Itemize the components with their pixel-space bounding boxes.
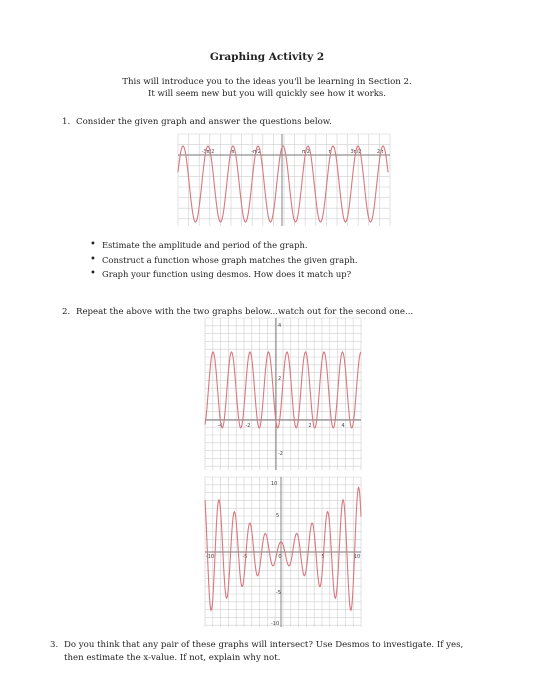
- graph-3-x-tick: 10: [353, 554, 361, 560]
- graph-3-y-tick: -10: [271, 621, 280, 627]
- question-1-number: 1.: [62, 117, 71, 127]
- question-2-text: Repeat the above with the two graphs below...watch out for the second one...: [76, 307, 414, 317]
- question-3-text-1: Do you think that any pair of these graphs will intersect? Use Desmos to investigate. If yes,: [64, 640, 464, 650]
- graph-2: [205, 318, 361, 470]
- graph-3-x-tick: 5: [321, 554, 325, 560]
- question-2: [62, 307, 413, 317]
- graph-1-x-tick: -π/2: [251, 149, 261, 155]
- graph-3-y-tick: -5: [276, 590, 281, 596]
- graph-1-x-tick: -π: [229, 149, 235, 155]
- graph-3-x-tick: -10: [205, 554, 215, 560]
- bullet-item: • Estimate the amplitude and period of the graph.: [90, 240, 358, 255]
- graph-3-y-tick: 10: [271, 481, 278, 487]
- graph-2-y-tick: 2: [278, 376, 282, 382]
- question-3-line-1: [50, 639, 524, 652]
- graph-3: [205, 477, 361, 627]
- graph-1-x-tick: 2π: [376, 149, 384, 155]
- graph-2-y-tick: 4: [278, 323, 282, 329]
- question-3-line-2: then estimate the x-value. If not, explain why not.: [64, 652, 281, 663]
- bullet-item: • Graph your function using desmos. How does it match up?: [90, 269, 358, 284]
- question-3-number: 3.: [50, 640, 59, 650]
- graph-1: [178, 134, 390, 226]
- graph-2-x-tick: 2: [308, 423, 312, 429]
- question-3: [50, 639, 524, 664]
- graph-3-x-tick: -5: [242, 554, 248, 560]
- graph-1-x-tick: -3π/2: [201, 149, 215, 155]
- intro-line-2: It will seem new but you will quickly see how it works.: [147, 89, 387, 99]
- graph-3-grid: [205, 477, 361, 627]
- question-1: [62, 117, 332, 127]
- question-2-number: 2.: [62, 307, 71, 317]
- graph-1-x-tick: 3π/2: [350, 149, 362, 155]
- graph-1-x-tick: π: [328, 149, 332, 155]
- question-1-text: Consider the given graph and answer the questions below.: [76, 117, 332, 127]
- intro-line-1: This will introduce you to the ideas you'll be learning in Section 2.: [122, 77, 412, 87]
- bullet-item: • Construct a function whose graph matches the given graph.: [90, 255, 358, 270]
- graph-3-x-tick: 0: [278, 554, 282, 560]
- graph-2-x-tick: -2: [245, 423, 251, 429]
- graph-2-x-tick: -4: [217, 423, 223, 429]
- question-1-bullets: [90, 240, 358, 284]
- graph-2-x-tick: 4: [341, 423, 345, 429]
- graph-2-y-tick: -2: [278, 451, 283, 457]
- document-title: Graphing Activity 2: [209, 51, 325, 63]
- graph-3-y-tick: 5: [276, 513, 280, 519]
- graph-1-x-tick: π/2: [302, 149, 310, 155]
